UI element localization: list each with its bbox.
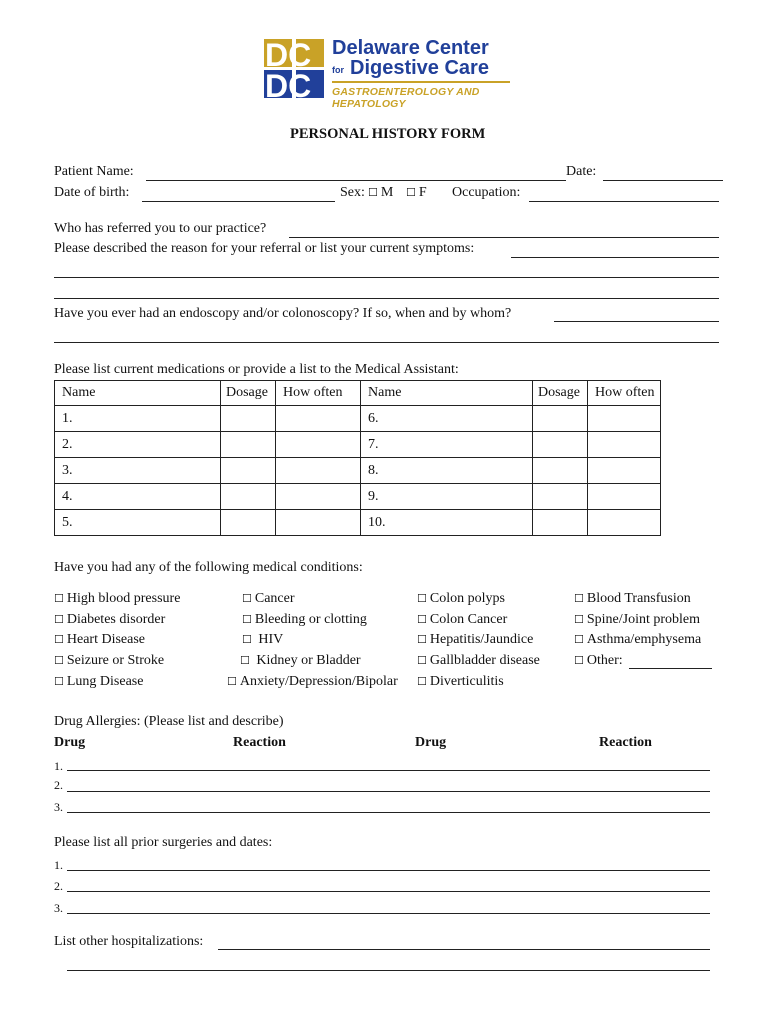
condition-option[interactable]: ☐ Seizure or Stroke [54, 653, 165, 668]
surgery-line[interactable] [67, 891, 710, 892]
reason-field[interactable] [511, 257, 719, 258]
table-row [55, 484, 661, 510]
checkbox-icon[interactable]: ☐ [54, 675, 64, 688]
surgery-line[interactable] [67, 870, 710, 871]
logo-for: for [332, 65, 344, 75]
allergy-reaction-header: Reaction [599, 735, 652, 750]
condition-option[interactable]: ☐ Bleeding or clotting [242, 612, 367, 627]
med-frequency-cell[interactable] [276, 510, 361, 536]
practice-logo [264, 37, 514, 110]
med-dosage-cell[interactable] [533, 406, 588, 432]
condition-option[interactable]: ☐ Gallbladder disease [417, 653, 540, 668]
reason-label: Please described the reason for your referral or list your current symptoms: [54, 241, 475, 256]
checkbox-icon[interactable]: ☐ [574, 592, 584, 605]
condition-option[interactable]: ☐ Colon Cancer [417, 612, 508, 627]
med-name-cell[interactable]: 6. [361, 406, 533, 432]
med-dosage-cell[interactable] [533, 458, 588, 484]
med-dosage-cell[interactable] [533, 484, 588, 510]
table-row [55, 406, 661, 432]
med-name-cell[interactable]: 7. [361, 432, 533, 458]
reason-line-3[interactable] [54, 298, 719, 299]
sex-female-option[interactable]: ☐ F [406, 185, 427, 200]
endoscopy-label: Have you ever had an endoscopy and/or colonoscopy? If so, when and by whom? [54, 306, 512, 321]
sex-male-option[interactable]: ☐ M [368, 185, 394, 200]
med-dosage-cell[interactable] [221, 484, 276, 510]
condition-option[interactable]: ☐ HIV [242, 632, 284, 647]
checkbox-icon[interactable]: ☐ [242, 633, 252, 646]
allergies-intro: Drug Allergies: (Please list and describe) [54, 714, 284, 729]
medications-table [54, 380, 661, 536]
patient-name-field[interactable] [146, 180, 566, 181]
condition-option[interactable]: ☐ Cancer [242, 591, 295, 606]
med-frequency-cell[interactable] [276, 406, 361, 432]
checkbox-icon[interactable]: ☐ [417, 675, 427, 688]
table-header-row [55, 381, 661, 406]
monogram-bottom: DC [265, 68, 312, 101]
table-row [55, 510, 661, 536]
med-frequency-cell[interactable] [588, 406, 661, 432]
column-header: Dosage [533, 381, 588, 406]
checkbox-icon[interactable]: ☐ [54, 633, 64, 646]
allergy-drug-header: Drug [54, 735, 86, 750]
med-name-cell[interactable]: 3. [55, 458, 221, 484]
checkbox-icon[interactable]: ☐ [406, 186, 416, 199]
med-name-cell[interactable]: 10. [361, 510, 533, 536]
surgery-row-number: 1. [54, 858, 63, 872]
table-row [55, 432, 661, 458]
table-row [55, 458, 661, 484]
condition-option[interactable]: ☐ Lung Disease [54, 674, 144, 689]
checkbox-icon[interactable]: ☐ [574, 654, 584, 667]
logo-line2: Digestive Care [350, 57, 489, 79]
logo-tagline: GASTROENTEROLOGY AND HEPATOLOGY [332, 86, 480, 110]
checkbox-icon[interactable]: ☐ [574, 633, 584, 646]
condition-option[interactable]: ☐ Colon polyps [417, 591, 505, 606]
allergy-line[interactable] [67, 791, 710, 792]
allergy-line[interactable] [67, 812, 710, 813]
med-name-cell[interactable]: 4. [55, 484, 221, 510]
other-condition-field[interactable] [629, 668, 712, 669]
referred-label: Who has referred you to our practice? [54, 221, 267, 236]
checkbox-icon[interactable]: ☐ [417, 613, 427, 626]
sex-label: Sex: [340, 185, 365, 200]
allergy-row-number: 2. [54, 778, 63, 792]
med-name-cell[interactable]: 2. [55, 432, 221, 458]
column-header: Name [361, 381, 533, 406]
checkbox-icon[interactable]: ☐ [240, 654, 250, 667]
med-frequency-cell[interactable] [588, 432, 661, 458]
monogram-top: DC [265, 37, 312, 73]
referred-field[interactable] [289, 237, 719, 238]
med-dosage-cell[interactable] [221, 458, 276, 484]
condition-option[interactable]: ☐ Spine/Joint problem [574, 612, 701, 627]
logo-divider [332, 81, 510, 83]
hospitalizations-field[interactable] [218, 949, 710, 950]
checkbox-icon[interactable]: ☐ [417, 592, 427, 605]
med-frequency-cell[interactable] [276, 432, 361, 458]
surgery-line[interactable] [67, 913, 710, 914]
checkbox-icon[interactable]: ☐ [574, 613, 584, 626]
column-header: Name [55, 381, 221, 406]
checkbox-icon[interactable]: ☐ [54, 613, 64, 626]
med-dosage-cell[interactable] [221, 406, 276, 432]
med-name-cell[interactable]: 5. [55, 510, 221, 536]
med-frequency-cell[interactable] [588, 510, 661, 536]
condition-option[interactable]: ☐ High blood pressure [54, 591, 181, 606]
condition-option[interactable]: ☐ Diverticulitis [417, 674, 504, 689]
dcdc-monogram-icon [264, 37, 328, 101]
med-frequency-cell[interactable] [588, 458, 661, 484]
dob-field[interactable] [142, 201, 335, 202]
endoscopy-line-2[interactable] [54, 342, 719, 343]
surgeries-intro: Please list all prior surgeries and dates: [54, 835, 273, 850]
allergy-drug-header: Drug [415, 735, 447, 750]
checkbox-icon[interactable]: ☐ [417, 633, 427, 646]
patient-name-label: Patient Name: [54, 164, 134, 179]
checkbox-icon[interactable]: ☐ [54, 654, 64, 667]
med-name-cell[interactable]: 1. [55, 406, 221, 432]
page-title: PERSONAL HISTORY FORM [290, 126, 486, 142]
hospitalizations-line-2[interactable] [67, 970, 710, 971]
surgery-row-number: 3. [54, 901, 63, 915]
allergy-row-number: 1. [54, 759, 63, 773]
condition-option[interactable]: ☐ Asthma/emphysema [574, 632, 702, 647]
date-label: Date: [566, 164, 597, 179]
condition-option[interactable]: ☐ Blood Transfusion [574, 591, 691, 606]
condition-option[interactable]: ☐ Anxiety/Depression/Bipolar [227, 674, 398, 689]
reason-line-2[interactable] [54, 277, 719, 278]
occupation-label: Occupation: [452, 185, 521, 200]
condition-option[interactable]: ☐ Hepatitis/Jaundice [417, 632, 534, 647]
allergy-line[interactable] [67, 770, 710, 771]
column-header: How often [588, 381, 661, 406]
column-header: Dosage [221, 381, 276, 406]
checkbox-icon[interactable]: ☐ [54, 592, 64, 605]
conditions-intro: Have you had any of the following medical conditions: [54, 560, 363, 575]
dob-label: Date of birth: [54, 185, 130, 200]
med-name-cell[interactable]: 8. [361, 458, 533, 484]
med-frequency-cell[interactable] [588, 484, 661, 510]
checkbox-icon[interactable]: ☐ [242, 613, 252, 626]
column-header: How often [276, 381, 361, 406]
surgery-row-number: 2. [54, 879, 63, 893]
allergy-row-number: 3. [54, 800, 63, 814]
med-dosage-cell[interactable] [221, 432, 276, 458]
condition-option[interactable]: ☐ Heart Disease [54, 632, 146, 647]
checkbox-icon[interactable]: ☐ [242, 592, 252, 605]
checkbox-icon[interactable]: ☐ [368, 186, 378, 199]
med-dosage-cell[interactable] [533, 432, 588, 458]
date-field[interactable] [603, 180, 723, 181]
condition-option[interactable]: ☐ Other: [574, 653, 623, 668]
allergy-reaction-header: Reaction [233, 735, 286, 750]
logo-line1: Delaware Center [332, 37, 489, 59]
medications-intro: Please list current medications or provide a list to the Medical Assistant: [54, 362, 459, 377]
checkbox-icon[interactable]: ☐ [417, 654, 427, 667]
condition-option[interactable]: ☐ Kidney or Bladder [240, 653, 361, 668]
endoscopy-field[interactable] [554, 321, 719, 322]
med-frequency-cell[interactable] [276, 484, 361, 510]
med-frequency-cell[interactable] [276, 458, 361, 484]
condition-option[interactable]: ☐ Diabetes disorder [54, 612, 166, 627]
occupation-field[interactable] [529, 201, 719, 202]
checkbox-icon[interactable]: ☐ [227, 675, 237, 688]
hospitalizations-label: List other hospitalizations: [54, 934, 204, 949]
med-dosage-cell[interactable] [221, 510, 276, 536]
med-name-cell[interactable]: 9. [361, 484, 533, 510]
med-dosage-cell[interactable] [533, 510, 588, 536]
